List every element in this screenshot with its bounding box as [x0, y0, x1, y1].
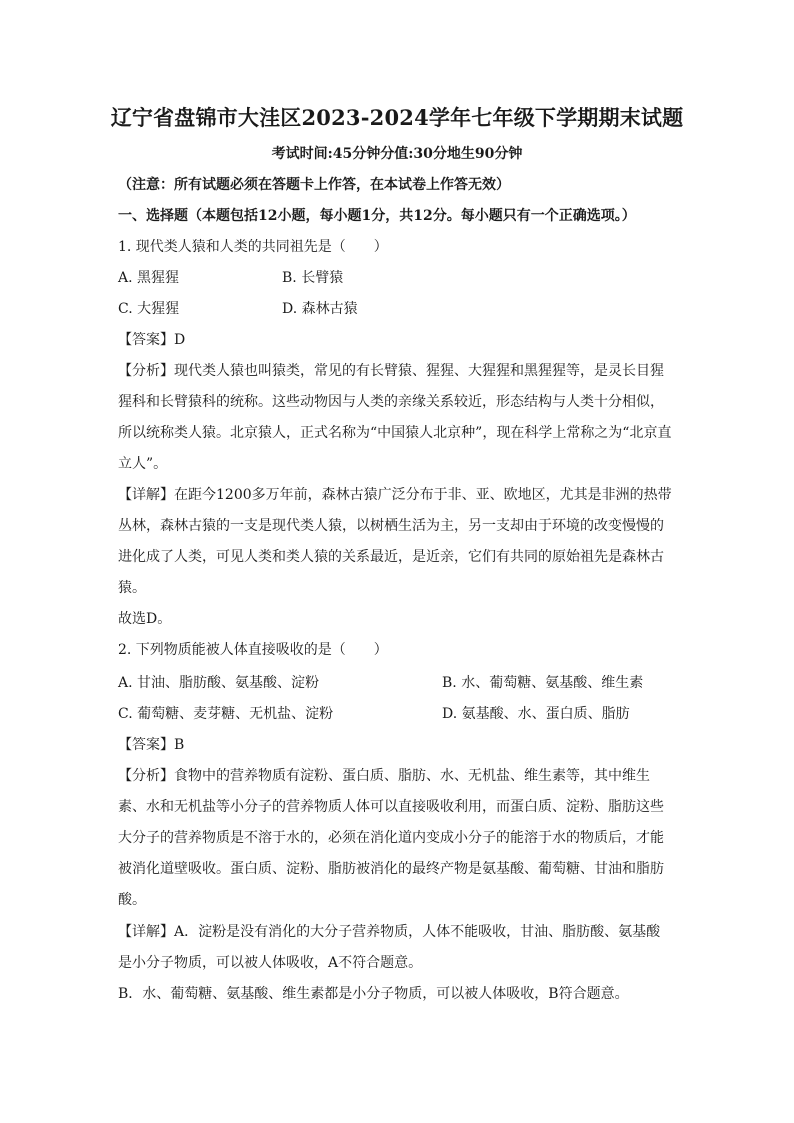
question-2-analysis-line: 被消化道壁吸收。蛋白质、淀粉、脂肪被消化的最终产物是氨基酸、葡萄糖、甘油和脂肪	[118, 861, 664, 877]
question-2-analysis-line: 素、水和无机盐等小分子的营养物质人体可以直接吸收利用，而蛋白质、淀粉、脂肪这些	[118, 799, 664, 815]
question-1-conclusion: 故选D。	[118, 611, 172, 627]
question-1-option-b: B. 长臂猿	[282, 270, 344, 286]
question-1-stem: 1. 现代类人猿和人类的共同祖先是（ ）	[118, 239, 388, 255]
question-2-detail-line: 【详解】A．淀粉是没有消化的大分子营养物质，人体不能吸收，甘油、脂肪酸、氨基酸	[118, 924, 661, 940]
question-1-option-a: A. 黑猩猩	[118, 270, 180, 286]
question-1-analysis-line: 【分析】现代类人猿也叫猿类，常见的有长臂猿、猩猩、大猩猩和黑猩猩等，是灵长目猩	[118, 363, 664, 379]
question-1-option-c: C. 大猩猩	[118, 301, 180, 317]
question-1-analysis-line: 所以统称类人猿。北京猿人，正式名称为“中国猿人北京种”，现在科学上常称之为“北京直	[118, 425, 672, 441]
question-1-analysis-line: 立人”。	[118, 456, 168, 472]
question-1-detail-line: 【详解】在距今1200多万年前，森林古猿广泛分布于非、亚、欧地区，尤其是非洲的热带	[118, 487, 672, 503]
question-1-detail-line: 进化成了人类，可见人类和类人猿的关系最近，是近亲，它们有共同的原始祖先是森林古	[118, 549, 664, 565]
question-1-answer: 【答案】D	[118, 332, 186, 348]
question-1-option-d: D. 森林古猿	[282, 301, 358, 317]
section-heading: 一、选择题（本题包括12小题，每小题1分，共12分。每小题只有一个正确选项。）	[118, 208, 636, 224]
question-2-answer: 【答案】B	[118, 737, 185, 753]
question-1-detail-line: 丛林，森林古猿的一支是现代类人猿，以树栖生活为主，另一支却由于环境的改变慢慢的	[118, 518, 664, 534]
question-1-detail-line: 猿。	[118, 580, 146, 596]
question-2-option-b: B. 水、葡萄糖、氨基酸、维生素	[442, 675, 644, 691]
question-2-analysis-line: 【分析】食物中的营养物质有淀粉、蛋白质、脂肪、水、无机盐、维生素等，其中维生	[118, 768, 650, 784]
document-title: 辽宁省盘锦市大洼区2023-2024学年七年级下学期期末试题	[110, 105, 684, 130]
question-2-detail-line: B．水、葡萄糖、氨基酸、维生素都是小分子物质，可以被人体吸收，B符合题意。	[118, 986, 629, 1002]
question-2-analysis-line: 大分子的营养物质是不溶于水的，必须在消化道内变成小分子的能溶于水的物质后，才能	[118, 830, 664, 846]
question-2-detail-line: 是小分子物质，可以被人体吸收，A不符合题意。	[118, 955, 423, 971]
question-2-option-a: A. 甘油、脂肪酸、氨基酸、淀粉	[118, 675, 320, 691]
question-2-option-d: D. 氨基酸、水、蛋白质、脂肪	[442, 706, 630, 722]
question-1-analysis-line: 猩科和长臂猿科的统称。这些动物因与人类的亲缘关系较近，形态结构与人类十分相似，	[118, 394, 664, 410]
exam-info: 考试时间:45分钟分值:30分地生90分钟	[271, 146, 523, 162]
question-2-analysis-line: 酸。	[118, 892, 146, 908]
question-2-stem: 2. 下列物质能被人体直接吸收的是（ ）	[118, 642, 388, 658]
exam-note: （注意：所有试题必须在答题卡上作答，在本试卷上作答无效）	[118, 177, 510, 193]
question-2-option-c: C. 葡萄糖、麦芽糖、无机盐、淀粉	[118, 706, 334, 722]
